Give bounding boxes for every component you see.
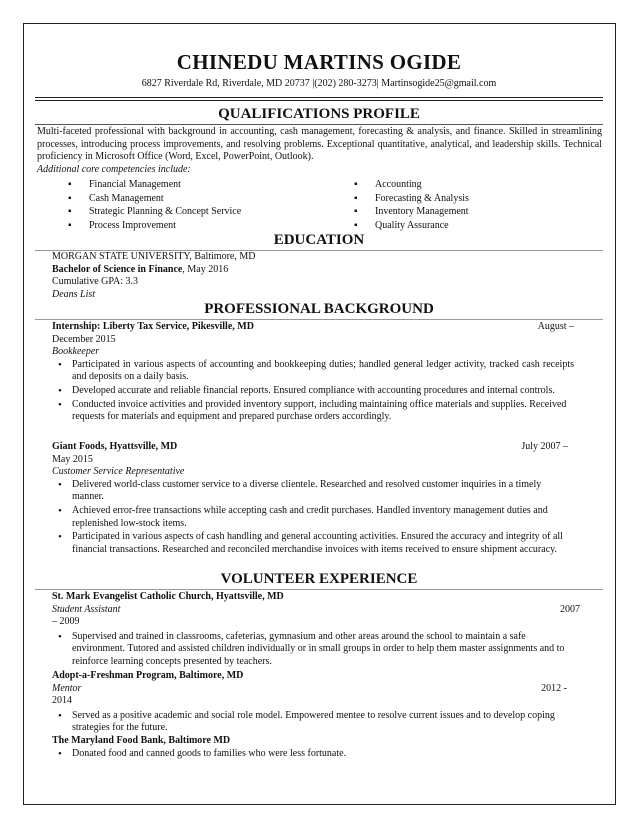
job-bullets: [36, 479, 574, 557]
list-item: ▪ Accounting: [349, 178, 589, 192]
list-item: • Served as a positive academic and social role model. Empowered mentee to resolve current issues and to develop coping strategies for the future.: [36, 710, 574, 735]
job-date-end: May 2015: [52, 453, 93, 465]
education-block: [52, 251, 592, 301]
header-divider: [35, 97, 603, 101]
volunteer-date-start: 2012 -: [541, 682, 567, 694]
job-bullets: [36, 359, 574, 424]
volunteer-org: Adopt-a-Freshman Program, Baltimore, MD: [52, 670, 244, 681]
list-item: • Donated food and canned goods to families who were less fortunate.: [36, 748, 574, 761]
degree-date: , May 2016: [182, 263, 229, 275]
job-2: [52, 441, 568, 557]
list-item: • Delivered world-class customer service to a diverse clientele. Researched and resolved customer inquiries in a timely manner.: [36, 479, 574, 504]
volunteer-bullets: [36, 631, 574, 669]
volunteer-heading: VOLUNTEER EXPERIENCE: [220, 571, 418, 587]
qualifications-rule: [35, 124, 603, 125]
list-item: ▪ Forecasting & Analysis: [349, 192, 589, 206]
qualifications-summary: Multi-faceted professional with background in accounting, cash management, forecasting & analysis, and finance. Skilled in streamlining processes, introducing process improvements, and resolving problems. Exceptional quantitative, analytical, and leadership skills. Technical proficiency in Microsoft Office (Word, Excel, PowerPoint, Outlook).: [37, 126, 602, 163]
qualifications-heading: QUALIFICATIONS PROFILE: [218, 106, 420, 122]
job-date-start: August –: [537, 321, 574, 332]
competencies-left-list: [63, 178, 333, 232]
job-date-start: July 2007 –: [521, 441, 568, 452]
education-heading: EDUCATION: [273, 232, 365, 248]
list-item: • Conducted invoice activities and provided inventory support, including maintaining office materials and supplies. Received requests for materials and equipment and prepared purchase orders accordingly.: [36, 399, 574, 424]
honor: Deans List: [52, 288, 96, 300]
list-item: ▪ Process Improvement: [63, 219, 333, 233]
volunteer-org: St. Mark Evangelist Catholic Church, Hyattsville, MD: [52, 591, 284, 602]
list-item: • Participated in various aspects of cash handling and general accounting activities. Ensured the accuracy and integrity of all financial transactions. Researched and reconciled merchandise invoices with items received to ensure shipment accuracy.: [36, 531, 574, 556]
candidate-name: CHINEDU MARTINS OGIDE: [176, 50, 462, 74]
experience-heading: PROFESSIONAL BACKGROUND: [204, 301, 434, 317]
job-date-end: December 2015: [52, 333, 116, 345]
competencies-label: Additional core competencies include:: [37, 164, 191, 175]
job-1: [52, 321, 574, 425]
job-role: Bookkeeper: [52, 346, 100, 358]
volunteer-date-end: – 2009: [52, 616, 80, 628]
volunteer-role: Student Assistant: [52, 603, 121, 615]
volunteer-org: The Maryland Food Bank, Baltimore MD: [52, 735, 231, 746]
list-item: • Participated in various aspects of accounting and bookkeeping duties; handled general ledger activity, tracked cash receipts and deposits on a daily basis.: [36, 359, 574, 384]
contact-line: 6827 Riverdale Rd, Riverdale, MD 20737 |(202) 280-3273| Martinsogide25@gmail.com: [141, 78, 497, 89]
competencies-right-list: [349, 178, 589, 232]
school-name: MORGAN STATE UNIVERSITY, Baltimore, MD: [52, 251, 256, 262]
degree-line: [52, 264, 592, 277]
list-item: ▪ Cash Management: [63, 192, 333, 206]
volunteer-3: [52, 735, 580, 761]
volunteer-bullets: [36, 710, 574, 735]
volunteer-date-end: 2014: [52, 695, 72, 707]
list-item: • Supervised and trained in classrooms, cafeterias, gymnasium and other areas around the school to maintain a safe environment. Tutored and assisted children individually or in small groups in order to help them master assignments and to reinforce learning concepts presented by teachers.: [36, 631, 574, 669]
degree-title: Bachelor of Science in Finance: [52, 263, 183, 275]
list-item: ▪ Inventory Management: [349, 205, 589, 219]
volunteer-role: Mentor: [52, 682, 82, 694]
job-org: Giant Foods, Hyattsville, MD: [52, 441, 178, 452]
experience-rule: [35, 319, 603, 320]
list-item: • Developed accurate and reliable financial reports. Ensured compliance with accounting procedures and internal controls.: [36, 385, 574, 398]
gpa: Cumulative GPA: 3.3: [52, 276, 139, 288]
volunteer-date-start: 2007: [560, 603, 580, 615]
volunteer-1: [52, 591, 580, 670]
list-item: • Achieved error-free transactions while accepting cash and credit purchases. Handled inventory management duties and replenished low-stock items.: [36, 505, 574, 530]
job-org: Internship: Liberty Tax Service, Pikesville, MD: [52, 321, 254, 332]
list-item: ▪ Strategic Planning & Concept Service: [63, 205, 333, 219]
volunteer-rule: [35, 589, 603, 590]
volunteer-bullets: [36, 748, 574, 761]
volunteer-2: [52, 670, 567, 736]
list-item: ▪ Financial Management: [63, 178, 333, 192]
job-role: Customer Service Representative: [52, 466, 185, 478]
list-item: ▪ Quality Assurance: [349, 219, 589, 233]
